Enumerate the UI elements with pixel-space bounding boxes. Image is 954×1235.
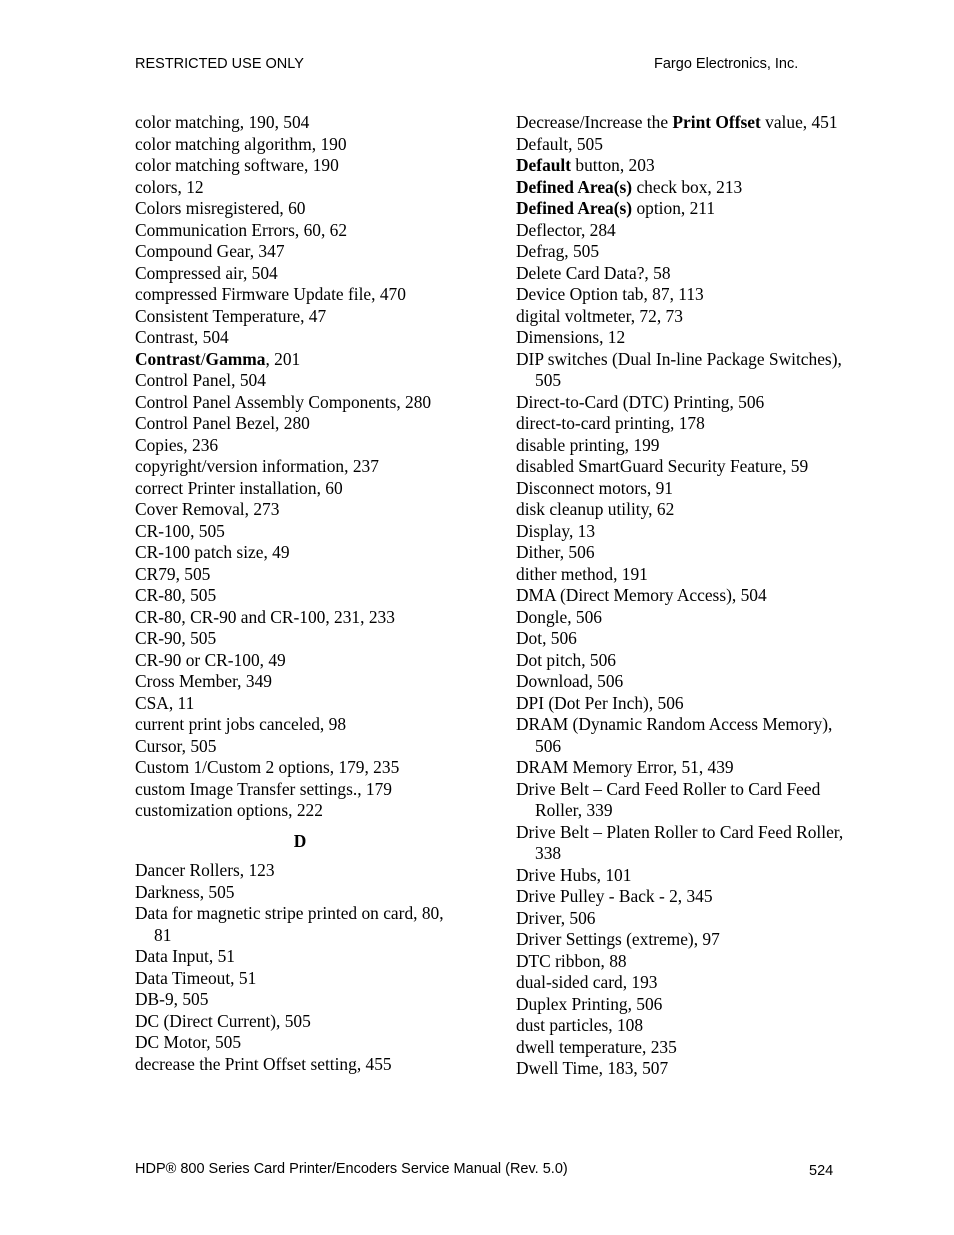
bold-term: Print Offset	[672, 112, 761, 132]
index-entry: Control Panel, 504	[135, 370, 266, 390]
index-entry: Cross Member, 349	[135, 671, 272, 691]
footer-manual-title	[135, 1161, 568, 1177]
index-entry: DRAM Memory Error, 51, 439	[516, 757, 734, 777]
page-refs: value, 451	[760, 112, 838, 132]
index-entry: Control Panel Assembly Components, 280	[135, 391, 432, 412]
bold-term: Contrast	[135, 348, 201, 369]
index-entry: Cover Removal, 273	[135, 499, 280, 519]
index-entry: Data for magnetic stripe printed on card, 80, 81	[135, 903, 444, 945]
index-entry: customization options, 222	[135, 800, 323, 820]
bold-term: Defined Area(s)	[516, 198, 633, 218]
index-entry: disable printing, 199	[516, 434, 660, 455]
index-entry: Download, 506	[516, 671, 624, 691]
index-entry: Defrag, 505	[516, 241, 600, 261]
index-entry: Data Input, 51	[135, 946, 235, 966]
index-entry: custom Image Transfer settings., 179	[135, 778, 392, 799]
index-entry-defined-area-checkbox	[516, 177, 846, 199]
index-entry: Delete Card Data?, 58	[516, 262, 671, 283]
index-entry: compressed Firmware Update file, 470	[135, 284, 406, 304]
term-prefix: Decrease/Increase the	[516, 112, 673, 132]
index-entry: CR-90, 505	[135, 628, 217, 648]
index-entry: disabled SmartGuard Security Feature, 59	[516, 456, 809, 476]
footer-brand: HDP	[135, 1161, 166, 1177]
index-right-column	[516, 112, 846, 1080]
index-entry: DPI (Dot Per Inch), 506	[516, 692, 684, 713]
index-entry: Device Option tab, 87, 113	[516, 284, 704, 304]
bold-term: Gamma	[205, 348, 266, 369]
index-entry: dual-sided card, 193	[516, 972, 658, 992]
index-entry: direct-to-card printing, 178	[516, 413, 705, 433]
index-entry: CR-80, 505	[135, 585, 217, 605]
index-entry: Display, 13	[516, 520, 596, 541]
index-entry: Drive Hubs, 101	[516, 864, 632, 885]
page-refs: button, 203	[571, 155, 655, 175]
index-entry: Disconnect motors, 91	[516, 477, 673, 498]
page-number: 524	[809, 1163, 834, 1179]
index-group-c-part2	[135, 370, 465, 822]
index-entry: Driver Settings (extreme), 97	[516, 929, 720, 949]
index-entry: dither method, 191	[516, 563, 648, 584]
index-entry: Duplex Printing, 506	[516, 993, 663, 1014]
index-entry: DRAM (Dynamic Random Access Memory), 506	[516, 714, 833, 756]
separator: /	[200, 348, 206, 369]
section-letter-d: D	[293, 830, 307, 851]
index-entry: dwell temperature, 235	[516, 1036, 677, 1057]
index-entry: CR-100 patch size, 49	[135, 542, 290, 562]
index-entry: Communication Errors, 60, 62	[135, 219, 348, 240]
index-entry: DB-9, 505	[135, 989, 209, 1009]
index-entry-defined-area-option	[516, 198, 846, 220]
header-company-name: Fargo Electronics, Inc.	[654, 56, 799, 72]
index-entry: dust particles, 108	[516, 1015, 644, 1035]
page-refs: check box, 213	[632, 176, 743, 197]
index-entry: Dwell Time, 183, 507	[516, 1058, 669, 1078]
page-refs: , 201	[265, 348, 301, 369]
index-entry: Drive Belt – Platen Roller to Card Feed Roller, 338	[516, 821, 844, 863]
index-entry: Data Timeout, 51	[135, 967, 257, 988]
index-entry: Driver, 506	[516, 907, 596, 928]
index-entry: Direct-to-Card (DTC) Printing, 506	[516, 391, 765, 412]
index-entry: DMA (Direct Memory Access), 504	[516, 585, 767, 605]
index-entry: Control Panel Bezel, 280	[135, 413, 310, 433]
page-refs: option, 211	[632, 198, 716, 218]
header-restricted-notice: RESTRICTED USE ONLY	[135, 56, 304, 72]
index-entry: Drive Belt – Card Feed Roller to Card Feed Roller, 339	[516, 778, 821, 820]
index-entry: Contrast, 504	[135, 327, 229, 347]
index-entry: Drive Pulley - Back - 2, 345	[516, 886, 713, 906]
index-entry: Darkness, 505	[135, 881, 235, 902]
index-entry: Colors misregistered, 60	[135, 198, 306, 218]
index-entry: Dot, 506	[516, 628, 577, 648]
index-entry: Dongle, 506	[516, 606, 602, 627]
index-entry-default-button	[516, 155, 846, 177]
index-entry: copyright/version information, 237	[135, 456, 379, 476]
index-entry: Cursor, 505	[135, 735, 217, 756]
index-entry-print-offset	[516, 112, 846, 134]
index-entry: current print jobs canceled, 98	[135, 714, 347, 734]
index-group-d-right	[516, 220, 846, 1080]
index-entry: DTC ribbon, 88	[516, 950, 627, 971]
index-entry: CR-80, CR-90 and CR-100, 231, 233	[135, 606, 395, 627]
index-entry: Default, 505	[516, 133, 603, 154]
index-left-column	[135, 112, 465, 1075]
index-entry: DIP switches (Dual In-line Package Switches), 505	[516, 348, 842, 390]
index-entry: color matching software, 190	[135, 155, 339, 175]
index-entry: disk cleanup utility, 62	[516, 499, 675, 519]
index-entry: Compressed air, 504	[135, 262, 278, 283]
index-entry: CR79, 505	[135, 563, 211, 584]
index-entry: correct Printer installation, 60	[135, 477, 343, 498]
index-entry: Dot pitch, 506	[516, 649, 616, 670]
index-entry: Dither, 506	[516, 542, 595, 562]
bold-term: Defined Area(s)	[516, 176, 633, 197]
index-entry: CR-90 or CR-100, 49	[135, 649, 286, 670]
index-entry: colors, 12	[135, 176, 204, 197]
index-entry: DC Motor, 505	[135, 1032, 242, 1052]
index-entry: Dimensions, 12	[516, 327, 626, 347]
index-entry: Dancer Rollers, 123	[135, 860, 275, 880]
index-entry: decrease the Print Offset setting, 455	[135, 1053, 392, 1074]
registered-mark: ®	[165, 1161, 177, 1177]
index-entry: color matching algorithm, 190	[135, 133, 347, 154]
footer-title-text: 800 Series Card Printer/Encoders Service Manual (Rev. 5.0)	[176, 1161, 568, 1177]
index-group-d-left	[135, 860, 465, 1075]
bold-term: Default	[516, 155, 572, 175]
index-entry: DC (Direct Current), 505	[135, 1010, 311, 1031]
index-entry: CSA, 11	[135, 692, 195, 713]
index-entry-contrast-gamma	[135, 349, 465, 371]
index-entry: Copies, 236	[135, 434, 219, 455]
index-entry: color matching, 190, 504	[135, 112, 310, 132]
index-entry: digital voltmeter, 72, 73	[516, 305, 683, 326]
index-entry: Consistent Temperature, 47	[135, 305, 327, 326]
index-entry: Custom 1/Custom 2 options, 179, 235	[135, 757, 400, 777]
index-entry: Deflector, 284	[516, 219, 616, 240]
index-group-c-part1	[135, 112, 465, 349]
index-entry: CR-100, 505	[135, 520, 225, 541]
index-entry: Compound Gear, 347	[135, 241, 285, 261]
